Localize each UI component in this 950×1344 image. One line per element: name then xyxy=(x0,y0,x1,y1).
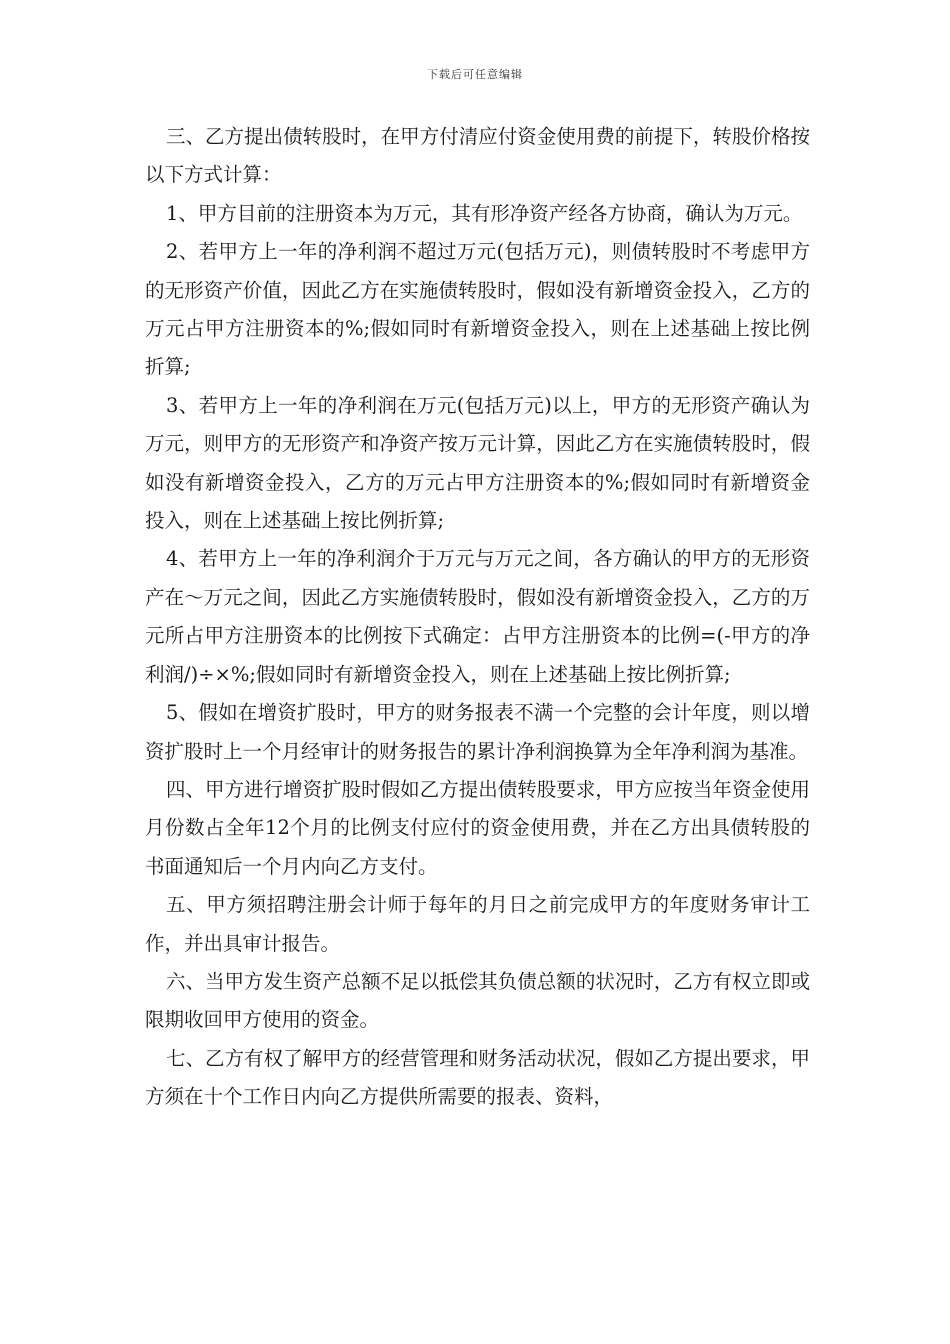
paragraph-item-1: 1、甲方目前的注册资本为万元，其有形净资产经各方协商，确认为万元。 xyxy=(166,201,803,225)
document-body xyxy=(145,118,810,1117)
paragraph-item-2: 2、若甲方上一年的净利润不超过万元(包括万元)，则债转股时不考虑甲方的无形资产价值，因此乙方在实施债转股时，假如没有新增资金投入，乙方的万元占甲方注册资本的%;假如同时有新增资金投入，则在上述基础上按比例折算; xyxy=(145,240,810,379)
page-header: 下载后可任意编辑 xyxy=(427,68,523,81)
paragraph-item-4: 4、若甲方上一年的净利润介于万元与万元之间，各方确认的甲方的无形资产在～万元之间，因此乙方实施债转股时，假如没有新增资金投入，乙方的万元所占甲方注册资本的比例按下式确定：占甲方注册资本的比例=(-甲方的净利润/)÷×%;假如同时有新增资金投入，则在上述基础上按比例折算; xyxy=(145,547,810,686)
paragraph-item-5: 5、假如在增资扩股时，甲方的财务报表不满一个完整的会计年度，则以增资扩股时上一个月经审计的财务报告的累计净利润换算为全年净利润为基准。 xyxy=(145,701,810,763)
paragraph-clause-6: 六、当甲方发生资产总额不足以抵偿其负债总额的状况时，乙方有权立即或限期收回甲方使用的资金。 xyxy=(145,969,810,1032)
paragraph-clause-5: 五、甲方须招聘注册会计师于每年的月日之前完成甲方的年度财务审计工作，并出具审计报告。 xyxy=(145,893,810,955)
paragraph-clause-3: 三、乙方提出债转股时，在甲方付清应付资金使用费的前提下，转股价格按以下方式计算： xyxy=(145,125,810,187)
paragraph-item-3: 3、若甲方上一年的净利润在万元(包括万元)以上，甲方的无形资产确认为万元，则甲方的无形资产和净资产按万元计算，因此乙方在实施债转股时，假如没有新增资金投入，乙方的万元占甲方注册资本的%;假如同时有新增资金投入，则在上述基础上按比例折算; xyxy=(145,393,810,533)
paragraph-clause-4: 四、甲方进行增资扩股时假如乙方提出债转股要求，甲方应按当年资金使用月份数占全年12个月的比例支付应付的资金使用费，并在乙方出具债转股的书面通知后一个月内向乙方支付。 xyxy=(145,777,810,878)
paragraph-clause-7: 七、乙方有权了解甲方的经营管理和财务活动状况，假如乙方提出要求，甲方须在十个工作日内向乙方提供所需要的报表、资料， xyxy=(145,1046,810,1109)
